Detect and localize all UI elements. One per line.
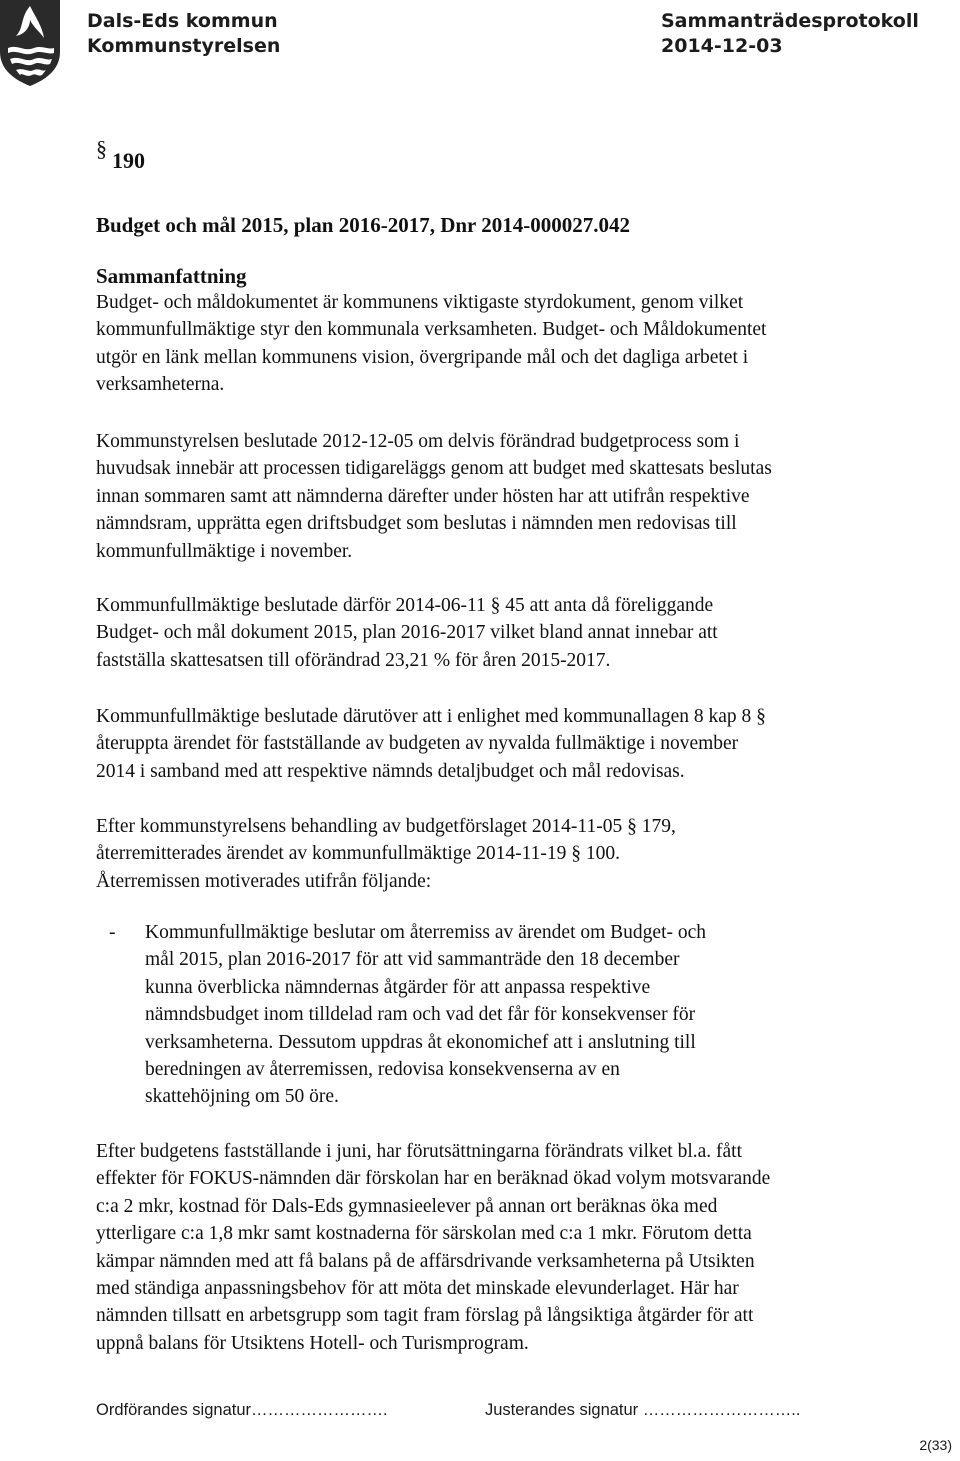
section-number [96, 136, 145, 176]
document-type: Sammanträdesprotokoll [661, 10, 919, 32]
text-line: Efter kommunstyrelsens behandling av budgetförslaget 2014-11-05 § 179, [96, 816, 676, 837]
adjuster-signature-line: Justerandes signatur ……………………….. [485, 1401, 801, 1419]
meeting-date: 2014-12-03 [661, 35, 783, 57]
text-line: c:a 2 mkr, kostnad för Dals-Eds gymnasieelever på annan ort beräknas öka med [96, 1195, 718, 1217]
text-line: skattehöjning om 50 öre. [145, 1086, 339, 1108]
text-line: Budget- och måldokumentet är kommunens viktigaste styrdokument, genom vilket [96, 292, 744, 313]
section-number-value: 190 [112, 148, 145, 173]
municipality-name: Dals-Eds kommun [87, 10, 278, 32]
text-line: med ständiga anpassningsbehov för att möta det minskade elevunderlaget. Här har [96, 1278, 739, 1300]
page-number: 2(33) [919, 1437, 952, 1453]
committee-name: Kommunstyrelsen [87, 35, 281, 57]
text-line: utgör en länk mellan kommunens vision, övergripande mål och det dagliga arbetet i [96, 346, 749, 368]
summary-paragraph-3 [96, 592, 718, 674]
text-line: återremitterades ärendet av kommunfullmäktige 2014-11-19 § 100. [96, 843, 620, 865]
text-line: innan sommaren samt att nämnderna därefter under hösten har att utifrån respektive [96, 485, 750, 507]
text-line: huvudsak innebär att processen tidigareläggs genom att budget med skattesats beslutas [96, 458, 772, 480]
text-line: nämndsbudget inom tilldelad ram och vad det får för konsekvenser för [145, 1004, 696, 1026]
text-line: kommunfullmäktige styr den kommunala verksamheten. Budget- och Måldokumentet [96, 319, 767, 341]
text-line: 2014 i samband med att respektive nämnds detaljbudget och mål redovisas. [96, 760, 685, 782]
text-line: Kommunfullmäktige beslutade därför 2014-06-11 § 45 att anta då föreliggande [96, 595, 714, 616]
text-line: beredningen av återremissen, redovisa konsekvenserna av en [145, 1059, 620, 1081]
summary-paragraph-4 [96, 703, 766, 785]
section-sign: § [96, 136, 107, 161]
text-line: verksamheterna. Dessutom uppdras åt ekonomichef att i anslutning till [145, 1031, 696, 1053]
text-line: fastställa skattesatsen till oförändrad 23,21 % för åren 2015-2017. [96, 649, 611, 671]
list-dash: - [109, 922, 116, 943]
header-right [661, 9, 919, 59]
summary-heading: Sammanfattning [96, 264, 247, 288]
text-line: nämndsram, upprätta egen driftsbudget som beslutas i nämnden men redovisas till [96, 513, 737, 535]
text-line: effekter för FOKUS-nämnden där förskolan har en beräknad ökad volym motsvarande [96, 1168, 771, 1190]
text-line: kommunfullmäktige i november. [96, 540, 353, 562]
chair-signature-line: Ordförandes signatur……………………. [96, 1401, 388, 1419]
municipality-logo-icon [0, 0, 70, 86]
text-line: ytterligare c:a 1,8 mkr samt kostnaderna för särskolan med c:a 1 mkr. Förutom detta [96, 1223, 752, 1245]
text-line: Återremissen motiverades utifrån följande: [96, 870, 432, 892]
text-line: kämpar nämnden med att få balans på de affärsdrivande verksamheterna på Utsikten [96, 1250, 755, 1272]
text-line: kunna överblicka nämndernas åtgärder för att anpassa respektive [145, 976, 651, 998]
summary-paragraph-7 [96, 1138, 770, 1357]
summary-paragraph-2 [96, 428, 772, 565]
text-line: Kommunfullmäktige beslutar om återremiss av ärendet om Budget- och [145, 922, 707, 943]
text-line: uppnå balans för Utsiktens Hotell- och Turismprogram. [96, 1332, 529, 1354]
summary-paragraph-1 [96, 289, 766, 399]
text-line: Kommunstyrelsen beslutade 2012-12-05 om delvis förändrad budgetprocess som i [96, 431, 740, 452]
text-line: nämnden tillsatt en arbetsgrupp som tagit fram förslag på långsiktiga åtgärder för att [96, 1305, 754, 1327]
text-line: Budget- och mål dokument 2015, plan 2016-2017 vilket bland annat innebar att [96, 622, 718, 644]
text-line: Kommunfullmäktige beslutade därutöver att i enlighet med kommunallagen 8 kap 8 § [96, 706, 766, 727]
item-title: Budget och mål 2015, plan 2016-2017, Dnr 2014-000027.042 [96, 213, 630, 237]
summary-paragraph-5 [96, 813, 676, 895]
text-line: verksamheterna. [96, 374, 225, 396]
text-line: mål 2015, plan 2016-2017 för att vid sammanträde den 18 december [145, 949, 680, 971]
text-line: återuppta ärendet för fastställande av budgeten av nyvalda fullmäktige i november [96, 733, 739, 755]
text-line: Efter budgetens fastställande i juni, har förutsättningarna förändrats vilket bl.a. fått [96, 1141, 742, 1162]
header-left [87, 9, 280, 59]
